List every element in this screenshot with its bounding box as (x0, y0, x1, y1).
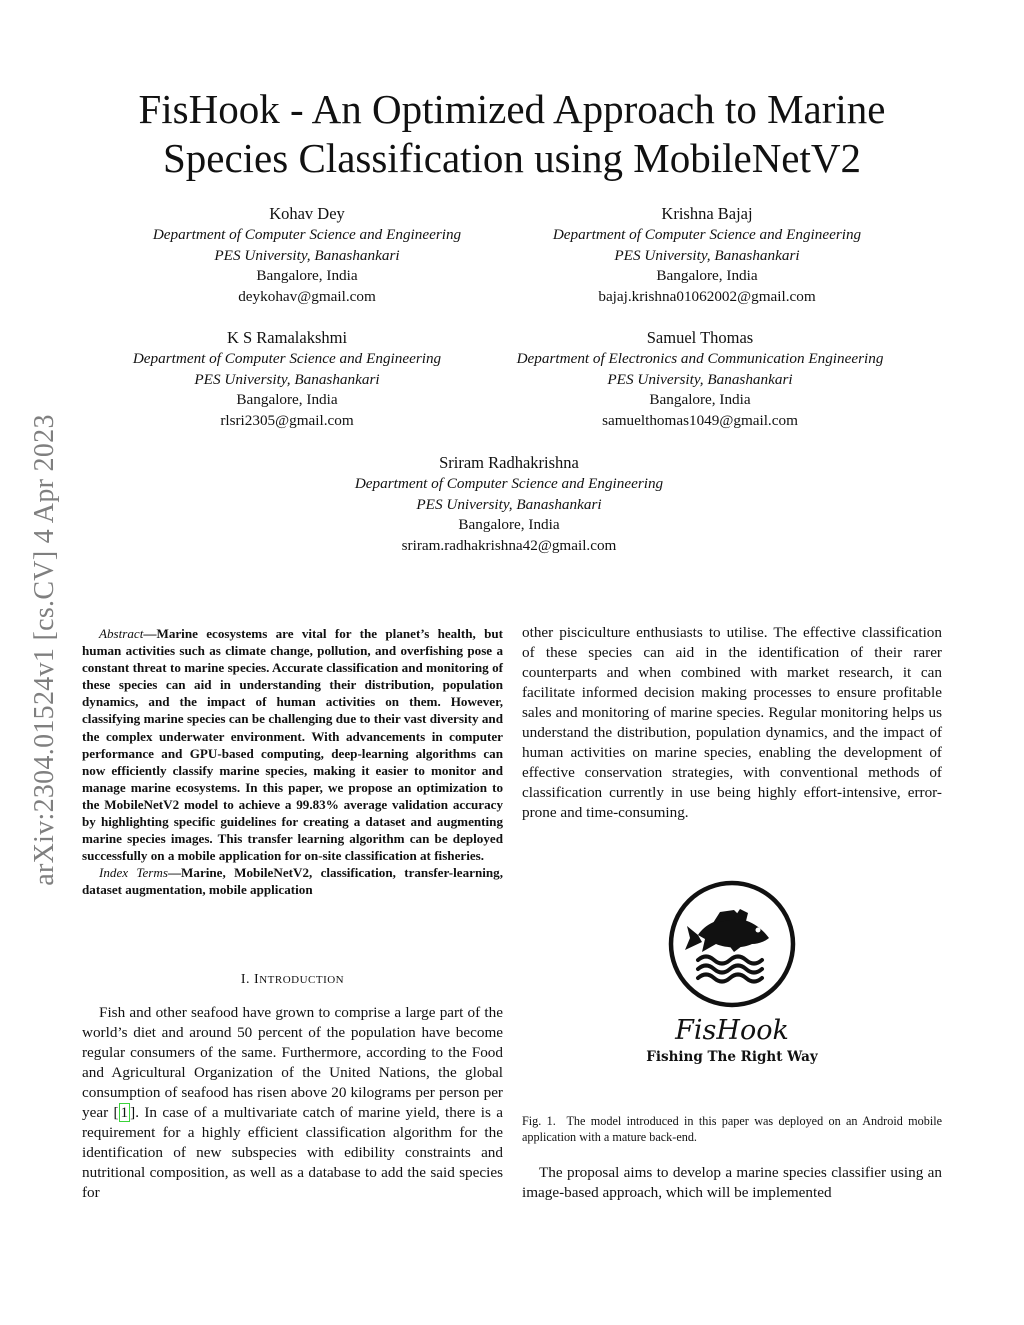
fish-icon (685, 909, 769, 952)
author-dept: Department of Computer Science and Engineering (552, 226, 862, 243)
intro-text-1: Fish and other seafood have grown to comprise a large part of the world’s diet and around 50 percent of the population have become regular consumers of the same. Furthermore, according to the Food and Agricultural Organization of the United Nations, the global consumption of seafood has risen above 20 kilograms per person per year (82, 1004, 503, 1121)
section-numeral: I. (240, 972, 255, 987)
section-rest: NTRODUCTION (259, 974, 345, 986)
figure-1 (522, 880, 942, 1070)
section-first-letter: I (254, 972, 260, 987)
author-city: Bangalore, India (649, 391, 751, 409)
author-univ: PES University, Banashankari (194, 370, 380, 388)
author-email: samuelthomas1049@gmail.com (602, 412, 798, 430)
author-univ: PES University, Banashankari (416, 495, 602, 513)
author-email: deykohav@gmail.com (238, 288, 376, 306)
section-heading (82, 972, 503, 988)
logo-name: FisHook (675, 1015, 789, 1046)
author-name: K S Ramalakshmi (226, 328, 348, 347)
waves-icon (698, 957, 762, 982)
index-terms-text: Marine, MobileNetV2, classification, transfer-learning, dataset augmentation, mobile application (82, 865, 503, 898)
cite-close: ] (130, 1104, 136, 1121)
abstract: Abstract—Marine ecosystems are vital for the planet’s health, but human activities such as climate change, pollution, and overfishing pose a constant threat to marine species. Accurate classification and monitoring of these species can aid in understanding their distribution, population dynamics, and the impact of human activities on them. However, classifying marine species can be challenging due to their vast diversity and the complex underwater environment. With advancements in computer performance and GPU-based computing, deep-learning algorithms can now efficiently classify marine species, making it easier to monitor and manage marine ecosystems. In this paper, we propose an optimization to the MobileNetV2 model to achieve a 99.83% average validation accuracy by highlighting specific guidelines for creating a dataset and augmenting marine species images. This transfer learning algorithm can be deployed successfully on a mobile application for on-site classification at fisheries. Index Terms—Marine, MobileNetV2, classification, transfer-learning, dataset augmentation, mobile application (82, 626, 503, 898)
author-dept: Department of Computer Science and Engineering (152, 226, 462, 243)
author-univ: PES University, Banashankari (607, 370, 793, 388)
author-block-4 (480, 327, 920, 432)
author-dept: Department of Computer Science and Engineering (354, 475, 664, 492)
cite-open: [ (113, 1104, 119, 1121)
paper-title (60, 85, 964, 183)
author-email: bajaj.krishna01062002@gmail.com (598, 288, 816, 306)
arxiv-sidebar (25, 365, 65, 935)
right-paragraph-1 (522, 623, 942, 823)
right-paragraph-1-text: other pisciculture enthusiasts to utilise. The effective classification of these species can aid in the identification of their rarer counterparts and when combined with market research, it can facilitate informed decision making processes to ensure profitable sales and monitoring of marine species. Regular monitoring helps us understand the distribution, population dynamics, and the impact of human activities on marine species, enabling the development of effective conservation strategies, with conventional methods of classification currently in use being highly effort-intensive, error-prone and time-consuming. (522, 624, 942, 821)
caption-text: The model introduced in this paper was deployed on an Android mobile application with a mature back-end. (522, 1114, 943, 1144)
author-city: Bangalore, India (256, 267, 358, 285)
caption-label: Fig. 1. (522, 1114, 556, 1128)
index-terms-label: Index Terms (99, 865, 168, 881)
right-paragraph-2 (522, 1163, 942, 1203)
author-name: Kohav Dey (269, 204, 345, 223)
author-city: Bangalore, India (458, 516, 560, 534)
author-dept: Department of Computer Science and Engineering (132, 350, 442, 367)
author-block-3 (90, 327, 484, 432)
abstract-label: Abstract (99, 626, 144, 641)
author-block-2 (510, 203, 904, 308)
author-name: Sriram Radhakrishna (439, 453, 579, 472)
author-block-5 (312, 452, 706, 557)
author-email: sriram.radhakrishna42@gmail.com (401, 537, 617, 555)
title-line-2: Species Classification using MobileNetV2 (162, 135, 862, 181)
author-email: rlsri2305@gmail.com (220, 412, 354, 430)
arxiv-id: arXiv:2304.01524v1 [cs.CV] 4 Apr 2023 (29, 414, 60, 886)
author-univ: PES University, Banashankari (214, 246, 400, 264)
author-city: Bangalore, India (236, 391, 338, 409)
author-name: Krishna Bajaj (661, 204, 753, 223)
author-name: Samuel Thomas (646, 328, 754, 347)
citation-link[interactable]: 1 (120, 1104, 129, 1121)
fishook-logo (522, 880, 942, 1070)
intro-paragraph (82, 1003, 503, 1203)
author-block-1 (110, 203, 504, 308)
figure-caption (522, 1113, 942, 1145)
intro-text-2: . In case of a multivariate catch of marine yield, there is a requirement for a highly efficient classification algorithm for the identification of new subspecies with edibility constraints and nutritional composition, as well as a database to add the said species for (82, 1104, 503, 1201)
author-dept: Department of Electronics and Communication Engineering (516, 350, 884, 367)
author-univ: PES University, Banashankari (614, 246, 800, 264)
author-city: Bangalore, India (656, 267, 758, 285)
right-paragraph-2-text: The proposal aims to develop a marine species classifier using an image-based approach, which will be implemented (522, 1164, 942, 1201)
title-line-1: FisHook - An Optimized Approach to Marine (138, 86, 886, 132)
abstract-text: Marine ecosystems are vital for the planet’s health, but human activities such as climate change, pollution, and overfishing pose a constant threat to marine species. Accurate classification and monitoring of these species can aid in understanding their distribution, population dynamics, and the impact of human activities on them. However, classifying marine species can be challenging due to their vast diversity and the complex underwater environment. With advancements in computer performance and GPU-based computing, deep-learning algorithms can now efficiently classify marine species, making it easier to monitor and manage marine ecosystems. In this paper, we propose an optimization to the MobileNetV2 model to achieve a 99.83% average validation accuracy by highlighting specific guidelines for creating a dataset and augmenting marine species images. This transfer learning algorithm can be deployed successfully on a mobile application for on-site classification at fisheries. (82, 626, 503, 864)
logo-tagline: Fishing The Right Way (646, 1049, 818, 1065)
